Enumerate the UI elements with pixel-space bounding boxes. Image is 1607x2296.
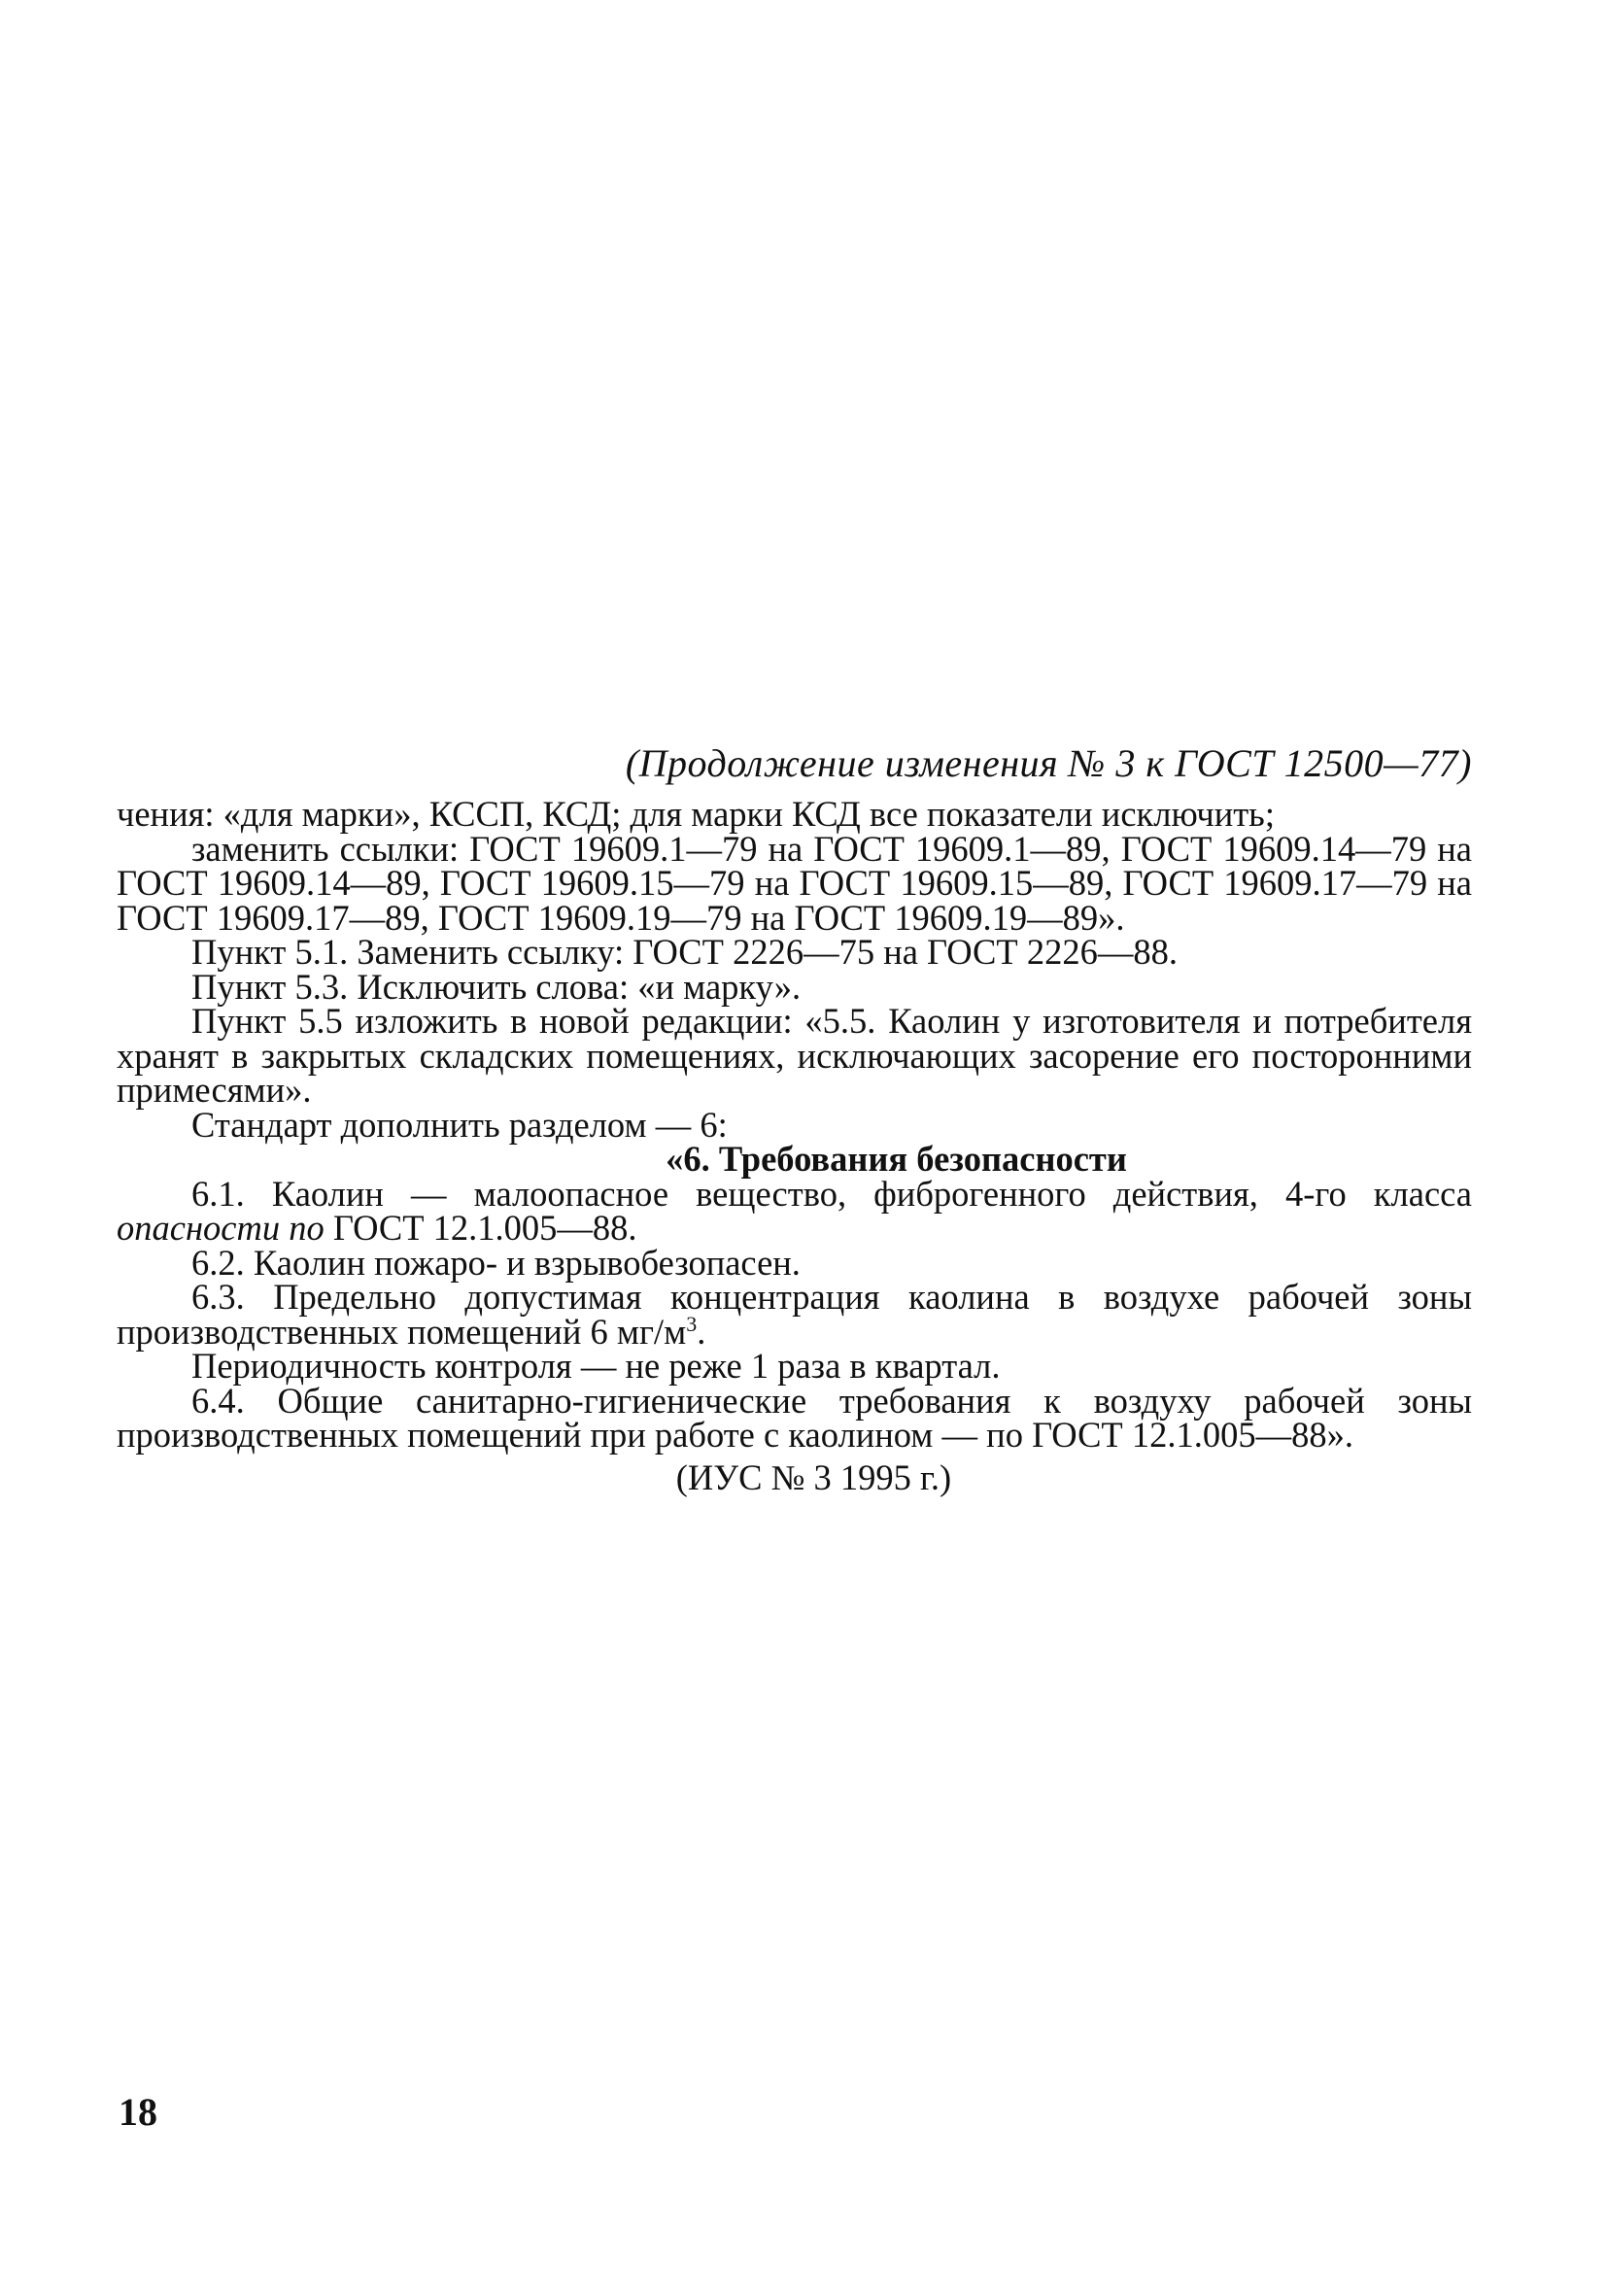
source-note: (ИУС № 3 1995 г.) — [675, 1456, 952, 1497]
page-number: 18 — [119, 2090, 157, 2134]
paragraph-6-3-superscript: 3 — [686, 1311, 698, 1336]
paragraph-6-3 — [117, 1277, 1472, 1352]
paragraph-6-1-end: ГОСТ 12.1.005—88. — [324, 1208, 637, 1248]
section-heading: «6. Требования безопасности — [666, 1139, 1127, 1179]
paragraph-6-4: 6.4. Общие санитарно-гигиенические требования к воздуху рабочей зоны производственных помещений при работе с каолином — по ГОСТ 12.1.005—88». — [117, 1380, 1472, 1455]
paragraph-periodicity: Периодичность контроля — не реже 1 раза в квартал. — [191, 1346, 1001, 1386]
paragraph-replace-references: заменить ссылки: ГОСТ 19609.1—79 на ГОСТ 19609.1—89, ГОСТ 19609.14—79 на ГОСТ 19609.14—89, ГОСТ 19609.15—79 на ГОСТ 19609.15—89, ГОСТ 19609.17—79 на ГОСТ 19609.17—89, ГОСТ 19609.19—79 на ГОСТ 19609.19—89». — [117, 828, 1472, 938]
body-text — [117, 794, 1472, 1497]
paragraph-clause-5-1: Пункт 5.1. Заменить ссылку: ГОСТ 2226—75 на ГОСТ 2226—88. — [191, 932, 1178, 972]
paragraph-clause-5-3: Пункт 5.3. Исключить слова: «и марку». — [191, 966, 802, 1007]
paragraph-6-2: 6.2. Каолин пожаро- и взрывобезопасен. — [191, 1242, 801, 1283]
paragraph-6-1-text: 6.1. Каолин — малоопасное вещество, фиброгенного действия, 4-го класса — [191, 1173, 1472, 1214]
paragraph-add-section: Стандарт дополнить разделом — 6: — [191, 1104, 728, 1145]
paragraph-6-3-end: . — [697, 1311, 706, 1352]
paragraph-6-3-text: 6.3. Предельно допустимая концентрация каолина в воздухе рабочей зоны производственных помещений 6 мг/м — [117, 1277, 1472, 1352]
running-head: (Продолжение изменения № 3 к ГОСТ 12500—77) — [625, 741, 1472, 785]
paragraph-continuation: чения: «для марки», КССП, КСД; для марки КСД все показатели исключить; — [117, 794, 1275, 834]
paragraph-clause-5-5: Пункт 5.5 изложить в новой редакции: «5.5. Каолин у изготовителя и потребителя хранят в закрытых складских помещениях, исключающих засорение его посторонними примесями». — [117, 1001, 1472, 1110]
paragraph-6-1-italic: опасности по — [117, 1208, 325, 1248]
paragraph-6-1 — [117, 1173, 1472, 1248]
